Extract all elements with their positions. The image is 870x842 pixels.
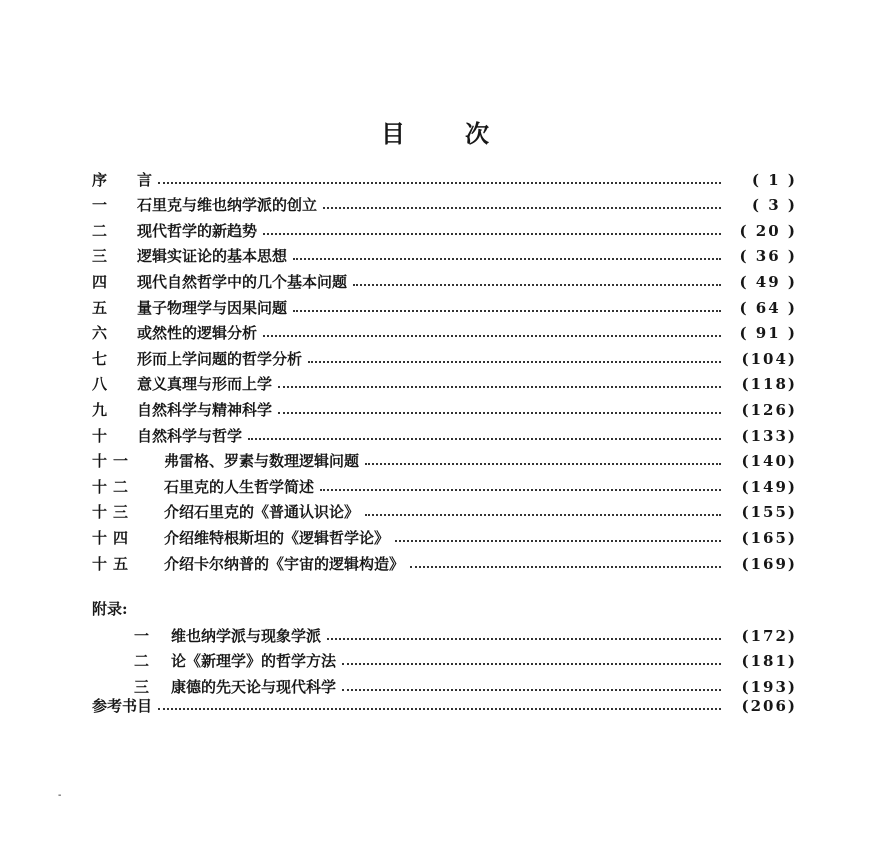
leader-dots [320, 489, 721, 491]
leader-dots [365, 463, 721, 465]
entry-number: 序 [92, 170, 114, 189]
entry-number: 八 [92, 375, 114, 394]
entry-page: (169) [741, 554, 797, 573]
entry-page: ( 36 ) [739, 247, 797, 266]
leader-dots [263, 233, 721, 235]
toc-entry[interactable] [92, 318, 797, 344]
entry-title: 介绍石里克的《普通认识论》 [164, 503, 360, 522]
entry-page: (165) [741, 528, 797, 547]
entry-page: (140) [741, 452, 797, 471]
entry-page: ( 49 ) [739, 272, 797, 291]
entry-title: 形而上学问题的哲学分析 [137, 349, 303, 368]
entry-title: 自然科学与精神科学 [137, 400, 273, 419]
entry-title: 或然性的逻辑分析 [137, 324, 258, 343]
entry-title: 石里克的人生哲学简述 [164, 477, 315, 496]
leader-dots [365, 514, 721, 516]
appendix-heading: 附录: [92, 600, 128, 618]
entry-number: 十一 [92, 452, 135, 471]
entry-title: 现代哲学的新趋势 [137, 221, 258, 240]
entry-page: (193) [741, 677, 797, 696]
entry-page: (149) [741, 477, 797, 496]
entry-title: 逻辑实证论的基本思想 [137, 247, 288, 266]
leader-dots [293, 258, 721, 260]
toc-entry[interactable] [92, 292, 797, 318]
leader-dots [278, 412, 721, 414]
entry-title: 参考书目 [92, 696, 153, 715]
entry-title: 石里克与维也纳学派的创立 [137, 196, 318, 215]
references-entry[interactable] [92, 690, 797, 716]
toc-entry[interactable] [92, 164, 797, 190]
references-section [92, 690, 797, 716]
entry-title: 弗雷格、罗素与数理逻辑问题 [164, 452, 360, 471]
leader-dots [342, 663, 721, 665]
entry-page: (133) [741, 426, 797, 445]
entry-page: ( 64 ) [739, 298, 797, 317]
entry-title: 康德的先天论与现代科学 [171, 677, 337, 696]
entry-page: ( 3 ) [751, 196, 797, 215]
entry-number: 十二 [92, 477, 135, 496]
leader-dots [158, 182, 721, 184]
entry-number: 十三 [92, 503, 135, 522]
entry-title: 介绍卡尔纳普的《宇宙的逻辑构造》 [164, 554, 405, 573]
leader-dots [323, 207, 721, 209]
toc-entry[interactable] [92, 471, 797, 497]
leader-dots [327, 638, 721, 640]
entry-title: 论《新理学》的哲学方法 [171, 652, 337, 671]
entry-number: 九 [92, 400, 114, 419]
entry-page: (126) [741, 400, 797, 419]
entry-number: 十四 [92, 528, 135, 547]
entry-page: (181) [741, 652, 797, 671]
toc-entry[interactable] [92, 522, 797, 548]
title-char-1: 目 [381, 119, 405, 148]
leader-dots [263, 335, 721, 337]
appendix-entry[interactable] [92, 646, 797, 672]
entry-page: (155) [741, 503, 797, 522]
leader-dots [395, 540, 721, 542]
entry-number: 十 [92, 426, 114, 445]
entry-number: 十五 [92, 554, 135, 573]
entry-page: ( 91 ) [739, 324, 797, 343]
entry-number: 二 [134, 652, 150, 671]
leader-dots [248, 438, 721, 440]
toc-entry[interactable] [92, 497, 797, 523]
entry-number: 四 [92, 272, 114, 291]
entry-page: ( 1 ) [751, 170, 797, 189]
entry-number: 六 [92, 324, 114, 343]
toc-entry[interactable] [92, 446, 797, 472]
entry-number: 一 [134, 626, 150, 645]
title-char-2: 次 [465, 119, 489, 148]
entry-number: 三 [92, 247, 114, 266]
leader-dots [293, 310, 721, 312]
entry-page: (118) [741, 375, 797, 394]
toc-entry[interactable] [92, 548, 797, 574]
toc-list [92, 164, 797, 574]
entry-number: 一 [92, 196, 114, 215]
entry-title: 意义真理与形而上学 [137, 375, 273, 394]
leader-dots [278, 386, 721, 388]
entry-title: 现代自然哲学中的几个基本问题 [137, 272, 348, 291]
entry-title: 言 [137, 170, 153, 189]
entry-title: 量子物理学与因果问题 [137, 298, 288, 317]
appendix-list [92, 620, 797, 697]
appendix-entry[interactable] [92, 620, 797, 646]
entry-number: 五 [92, 298, 114, 317]
page-title [0, 114, 870, 149]
entry-title: 维也纳学派与现象学派 [171, 626, 322, 645]
toc-entry[interactable] [92, 420, 797, 446]
toc-entry[interactable] [92, 266, 797, 292]
toc-entry[interactable] [92, 369, 797, 395]
entry-title: 自然科学与哲学 [137, 426, 243, 445]
entry-page: (172) [741, 626, 797, 645]
leader-dots [353, 284, 721, 286]
toc-entry[interactable] [92, 241, 797, 267]
toc-entry[interactable] [92, 343, 797, 369]
footer-mark: - [58, 790, 62, 801]
entry-number: 七 [92, 349, 114, 368]
toc-entry[interactable] [92, 215, 797, 241]
toc-entry[interactable] [92, 190, 797, 216]
entry-number: 二 [92, 221, 114, 240]
entry-number: 三 [134, 677, 150, 696]
leader-dots [410, 566, 721, 568]
entry-page: (206) [741, 696, 797, 715]
toc-entry[interactable] [92, 394, 797, 420]
entry-title: 介绍维特根斯坦的《逻辑哲学论》 [164, 528, 390, 547]
leader-dots [158, 708, 721, 710]
leader-dots [308, 361, 721, 363]
entry-page: ( 20 ) [739, 221, 797, 240]
entry-page: (104) [741, 349, 797, 368]
